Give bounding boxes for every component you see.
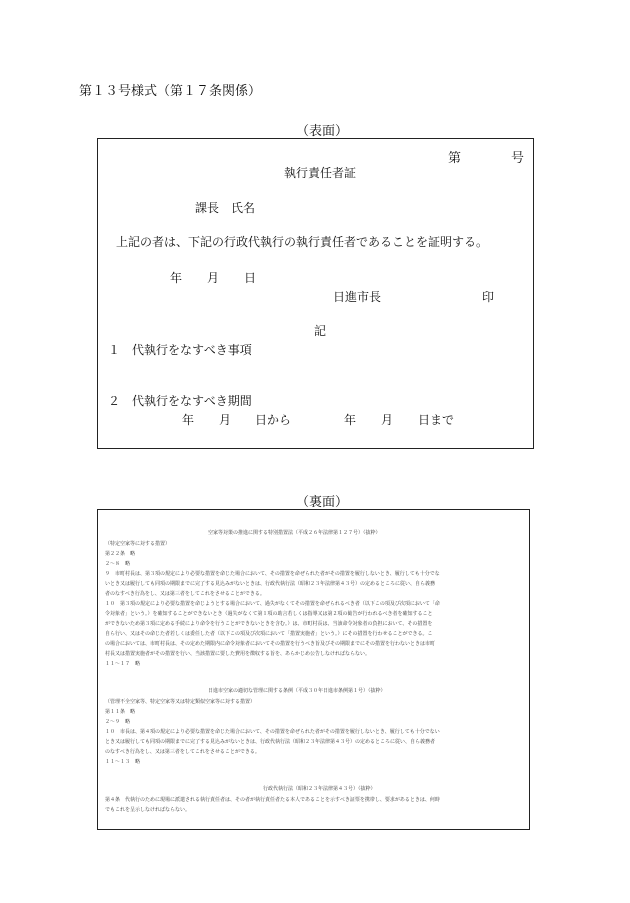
law3-line: 第４条 代執行のために現場に派遣される執行責任者は、その者が執行責任者たる本人であることを示すべき証票を携帯し、要求があるときは、何時 — [105, 797, 440, 803]
law2-line: 第１１条 略 — [105, 709, 136, 715]
period-month-2: 月 — [381, 413, 394, 427]
period-year-1: 年 — [182, 413, 195, 427]
ki-heading: 記 — [314, 324, 327, 338]
front-label: （表面） — [296, 124, 349, 139]
period-day-2: 日まで — [418, 413, 455, 427]
law2-line: とき又は履行しても同項の期限までに完了する見込みがないときは、行政代執行法（昭和２３年法律第４３号）の定めるところに従い、自ら義務者 — [105, 739, 436, 745]
law1-line: 者のなすべき行為をし、又は第三者をしてこれをさせることができる。 — [105, 591, 265, 597]
position-name: 課長 氏名 — [195, 201, 256, 215]
law1-line: ９ 市町村長は、第３項の規定により必要な措置を命じた場合において、その措置を命ぜられた者がその措置を履行しないとき、履行しても十分でな — [105, 571, 440, 577]
period-day-1: 日から — [255, 413, 292, 427]
law1-line: 第２２条 略 — [105, 551, 136, 557]
law2-title: 日進市空家の適切な管理に関する条例（平成３０年日進市条例第１号）（抜粋） — [208, 688, 386, 694]
item-1: １ 代執行をなすべき事項 — [108, 343, 252, 357]
front-certificate-box — [97, 138, 534, 449]
number-dai: 第 — [448, 151, 462, 166]
back-label: （裏面） — [296, 495, 349, 510]
date-day: 日 — [244, 271, 257, 285]
law2-line: １０ 市長は、第４項の規定により必要な措置を命じた場合において、その措置を命ぜられた者がその措置を履行しないとき、履行しても十分でない — [105, 729, 440, 735]
law2-line: ２～９ 略 — [105, 719, 131, 725]
statement: 上記の者は、下記の行政代執行の執行責任者であることを証明する。 — [116, 235, 489, 249]
law1-line: ができないため第３項に定める手続により命令を行うことができないときを含む。）は、市町村長は、当該命令対象者の負担において、その措置を — [105, 621, 433, 627]
law2-line: のなすべき行為をし、又は第三者をしてこれをさせることができる。 — [105, 749, 260, 755]
period-month-1: 月 — [219, 413, 232, 427]
date-month: 月 — [207, 271, 220, 285]
seal-mark: 印 — [482, 290, 495, 304]
law1-line: 自ら行い、又はその命じた者若しくは委任した者（以下この項及び次項において「措置実施者」という。）にその措置を行わせることができる。こ — [105, 631, 433, 637]
form-title: 第１３号様式（第１７条関係） — [79, 84, 262, 99]
issuer: 日進市長 — [333, 290, 382, 304]
date-year: 年 — [170, 271, 183, 285]
law1-line: 村長又は措置実施者がその措置を行い、当該措置に要した費用を徴収する旨を、あらかじめ公告しなければならない。 — [105, 651, 371, 657]
law1-line: １０ 第３項の規定により必要な措置を命じようとする場合において、過失がなくてその措置を命ぜられるべき者（以下この項及び次項において「命 — [105, 601, 440, 607]
law2-line: （管理不全空家等、特定空家等又は特定類似空家等に対する措置） — [105, 699, 256, 705]
period-year-2: 年 — [344, 413, 357, 427]
law3-line: でもこれを呈示しなければならない。 — [105, 807, 191, 813]
law1-line: ２～８ 略 — [105, 561, 131, 567]
law3-title: 行政代執行法（昭和２３年法律第４３号）（抜粋） — [263, 786, 376, 792]
number-go: 号 — [511, 151, 525, 166]
law1-line: １１～１７ 略 — [105, 661, 141, 667]
law1-line: いとき又は履行しても同項の期限までに完了する見込みがないときは、行政代執行法（昭和２３年法律第４３号）の定めるところに従い、自ら義務 — [105, 581, 436, 587]
certificate-title: 執行責任者証 — [284, 166, 357, 180]
law1-line: （特定空家等に対する措置） — [105, 541, 171, 547]
law1-line: の場合においては、市町村長は、その定めた期限内に命令対象者においてその措置を行うべき旨及びその期限までにその措置を行わないときは市町 — [105, 641, 436, 647]
law1-title: 空家等対策の推進に関する特別措置法（平成２６年法律第１２７号）（抜粋） — [208, 530, 381, 536]
law1-line: 令対象者」という。）を確知することができないとき（過失がなくて第１項の助言若しくは指導又は第２項の勧告が行われるべき者を確知すること — [105, 611, 433, 617]
law2-line: １１～１３ 略 — [105, 759, 141, 765]
back-law-box — [97, 509, 530, 830]
item-2: ２ 代執行をなすべき期間 — [108, 394, 252, 408]
